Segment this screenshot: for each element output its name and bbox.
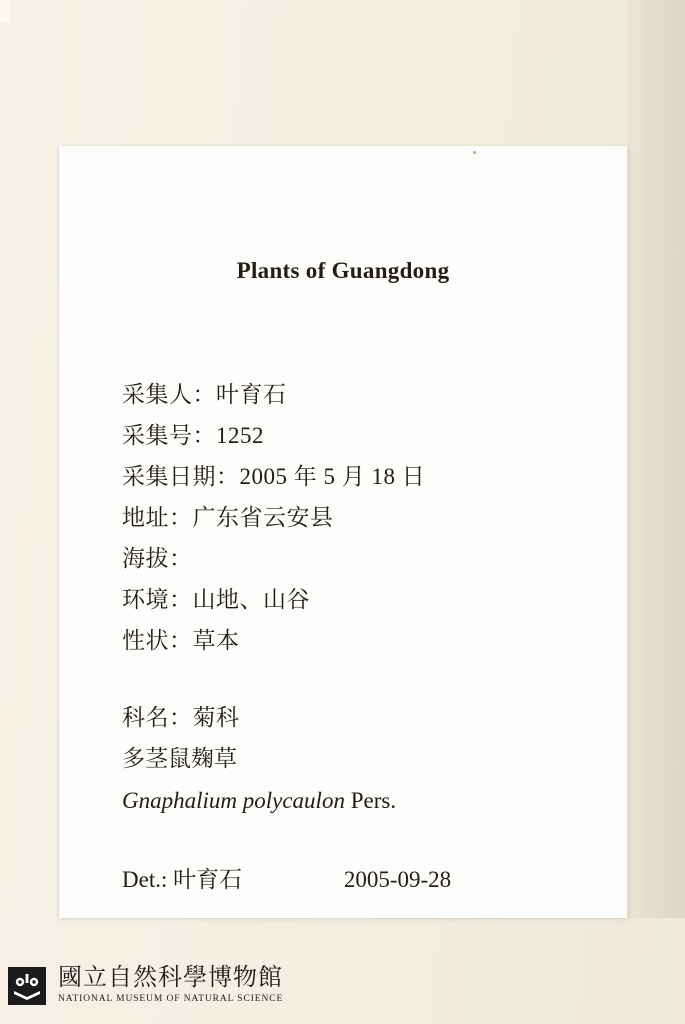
determination-name: 叶育石 bbox=[173, 867, 243, 892]
page-title: Plants of Guangdong bbox=[236, 258, 450, 283]
corner-notch bbox=[0, 0, 10, 22]
field-collector-value: 叶育石 bbox=[216, 382, 287, 407]
field-collection-number-value: 1252 bbox=[216, 423, 264, 448]
museum-name-block bbox=[58, 965, 283, 1006]
specimen-label-card bbox=[59, 146, 627, 918]
scientific-name bbox=[122, 779, 592, 823]
field-collection-number-label: 采集号： bbox=[122, 423, 216, 448]
determination-label: Det.: bbox=[122, 867, 168, 892]
field-altitude bbox=[122, 538, 592, 579]
field-habit bbox=[122, 620, 592, 661]
field-family-label: 科名： bbox=[122, 705, 193, 730]
chinese-species-name: 多茎鼠麹草 bbox=[122, 746, 237, 771]
museum-logo-icon bbox=[8, 967, 46, 1005]
field-habitat bbox=[122, 579, 592, 620]
field-collection-date-value: 2005 年 5 月 18 日 bbox=[239, 464, 426, 489]
field-collector-label: 采集人： bbox=[122, 382, 216, 407]
museum-name-en: NATIONAL MUSEUM OF NATURAL SCIENCE bbox=[58, 994, 284, 1004]
scientific-name-binomial: Gnaphalium polycaulon bbox=[122, 788, 345, 813]
scientific-name-author: Pers. bbox=[350, 788, 397, 813]
field-habit-value: 草本 bbox=[192, 628, 240, 653]
field-locality bbox=[122, 497, 592, 538]
field-collection-date bbox=[122, 456, 592, 497]
field-family-value: 菊科 bbox=[192, 705, 240, 730]
field-locality-value: 广东省云安县 bbox=[192, 505, 334, 530]
museum-footer bbox=[8, 965, 283, 1006]
paper-speck bbox=[473, 151, 476, 154]
museum-name-cn: 國立自然科學博物館 bbox=[58, 965, 283, 991]
field-altitude-label: 海拔： bbox=[122, 546, 193, 571]
determination-row bbox=[122, 861, 592, 894]
field-collection-number bbox=[122, 415, 592, 456]
field-family bbox=[122, 697, 592, 738]
taxon-block bbox=[122, 697, 592, 823]
field-collector bbox=[122, 374, 592, 415]
collection-fields bbox=[122, 374, 592, 661]
field-locality-label: 地址： bbox=[122, 505, 193, 530]
field-habit-label: 性状： bbox=[122, 628, 193, 653]
sheet-edge-strip bbox=[627, 0, 685, 918]
field-habitat-value: 山地、山谷 bbox=[192, 587, 310, 612]
determination-date: 2005-09-28 bbox=[343, 867, 452, 892]
field-habitat-label: 环境： bbox=[122, 587, 193, 612]
field-collection-date-label: 采集日期： bbox=[122, 464, 240, 489]
